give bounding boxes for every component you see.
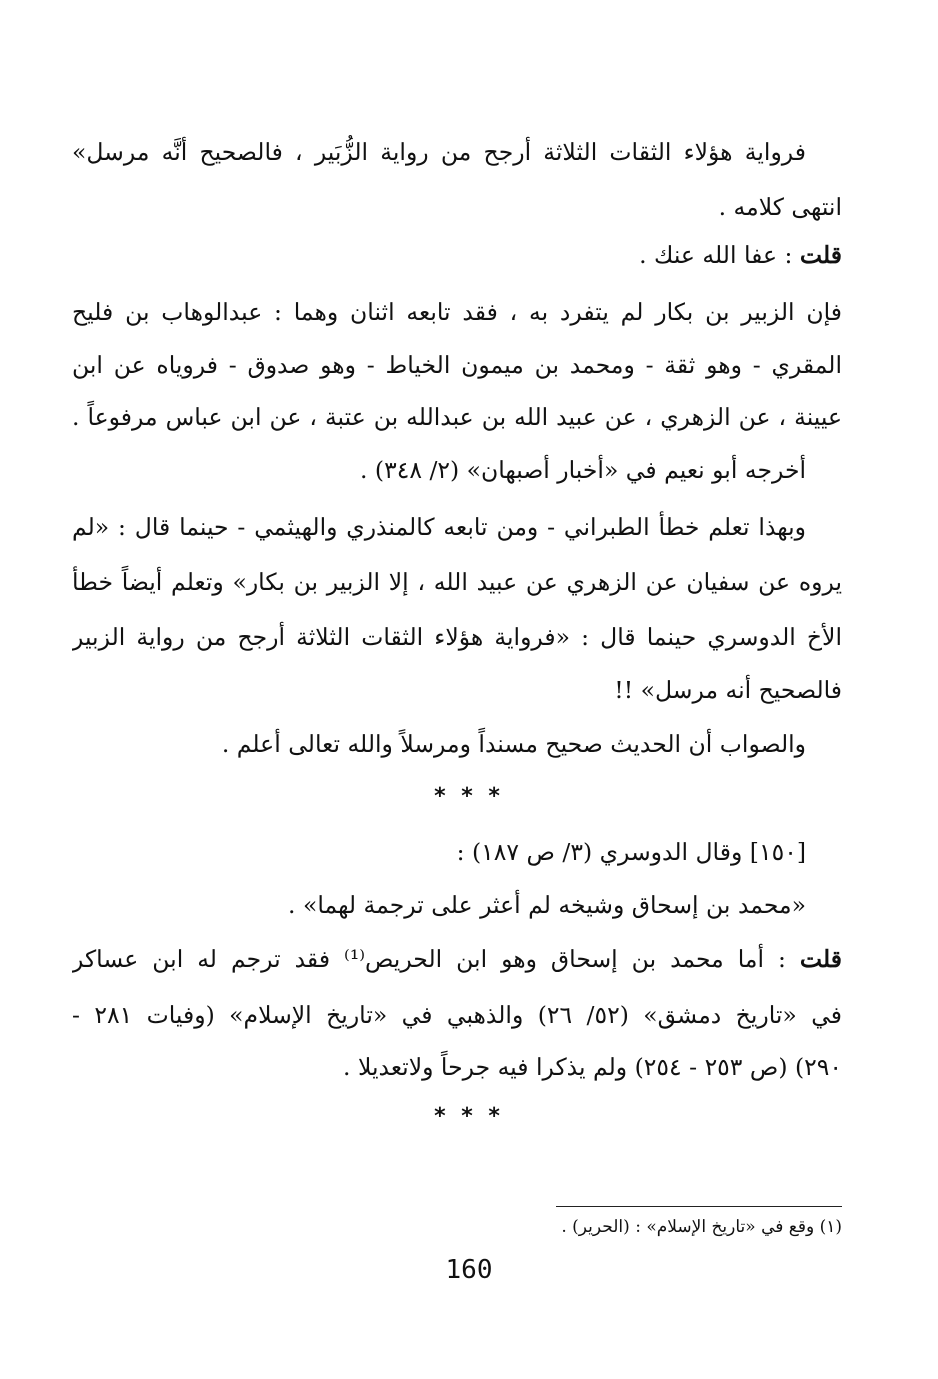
paragraph-3-line-1: أخرجه أبو نعيم في «أخبار أصبهان» (٢/ ٣٤٨) . [359, 456, 806, 484]
entry-150-heading: [١٥٠] وقال الدوسري (٣/ ص ١٨٧) : [456, 838, 806, 866]
footnote: (١) وقع في «تاريخ الإسلام» : (الحرير) . [561, 1217, 842, 1237]
remark-2-line-3: ٢٩٠) (ص ٢٥٣ - ٢٥٤) ولم يذكرا فيه جرحاً ولاتعديلا . [343, 1053, 842, 1081]
section-separator-1: * * * [434, 784, 504, 809]
paragraph-4-line-4: فالصحيح أنه مرسل» !! [614, 676, 842, 704]
paragraph-1-line-2: انتهى كلامه . [718, 193, 842, 221]
section-separator-2: * * * [434, 1104, 504, 1129]
paragraph-2-line-3: عيينة ، عن الزهري ، عن عبيد الله بن عبدالله بن عتبة ، عن ابن عباس مرفوعاً . [72, 403, 842, 431]
remark-2-line-2: في «تاريخ دمشق» (٥٢/ ٢٦) والذهبي في «تاريخ الإسلام» (وفيات ٢٨١ - [72, 1001, 842, 1029]
footnote-rule [556, 1206, 842, 1207]
page-number: 160 [445, 1255, 493, 1285]
remark-2-line-1 [72, 932, 842, 986]
paragraph-2-line-2: المقري - وهو ثقة - ومحمد بن ميمون الخياط - وهو صدوق - فروياه عن ابن [72, 351, 842, 379]
paragraph-4-line-3: الأخ الدوسري حينما قال : «فرواية هؤلاء الثقات الثلاثة أرجح من رواية الزبير [72, 623, 842, 651]
remark-1-text: : عفا الله عنك . [639, 241, 793, 269]
paragraph-2-line-1: فإن الزبير بن بكار لم يتفرد به ، فقد تابعه اثنان وهما : عبدالوهاب بن فليح [72, 298, 842, 326]
paragraph-5-line-1: والصواب أن الحديث صحيح مسنداً ومرسلاً والله تعالى أعلم . [221, 730, 806, 758]
entry-150-quote: «محمد بن إسحاق وشيخه لم أعثر على ترجمة لهما» . [288, 891, 806, 919]
remark-1 [72, 228, 842, 282]
paragraph-1-line-1: فرواية هؤلاء الثقات الثلاثة أرجح من رواية الزُّبَير ، فالصحيح أنَّه مرسل» [72, 138, 806, 166]
paragraph-4-line-2: يروه عن سفيان عن الزهري عن عبيد الله ، إلا الزبير بن بكار» وتعلم أيضاً خطأ [72, 568, 842, 596]
remark-1-keyword: قلت [799, 241, 842, 269]
remark-2-keyword: قلت [799, 945, 842, 973]
paragraph-4-line-1: وبهذا تعلم خطأ الطبراني - ومن تابعه كالمنذري والهيثمي - حينما قال : «لم [72, 513, 806, 541]
remark-2-line-1-text: : أما محمد بن إسحاق وهو ابن الحريص⁽¹⁾ فقد ترجم له ابن عساكر [72, 945, 786, 973]
